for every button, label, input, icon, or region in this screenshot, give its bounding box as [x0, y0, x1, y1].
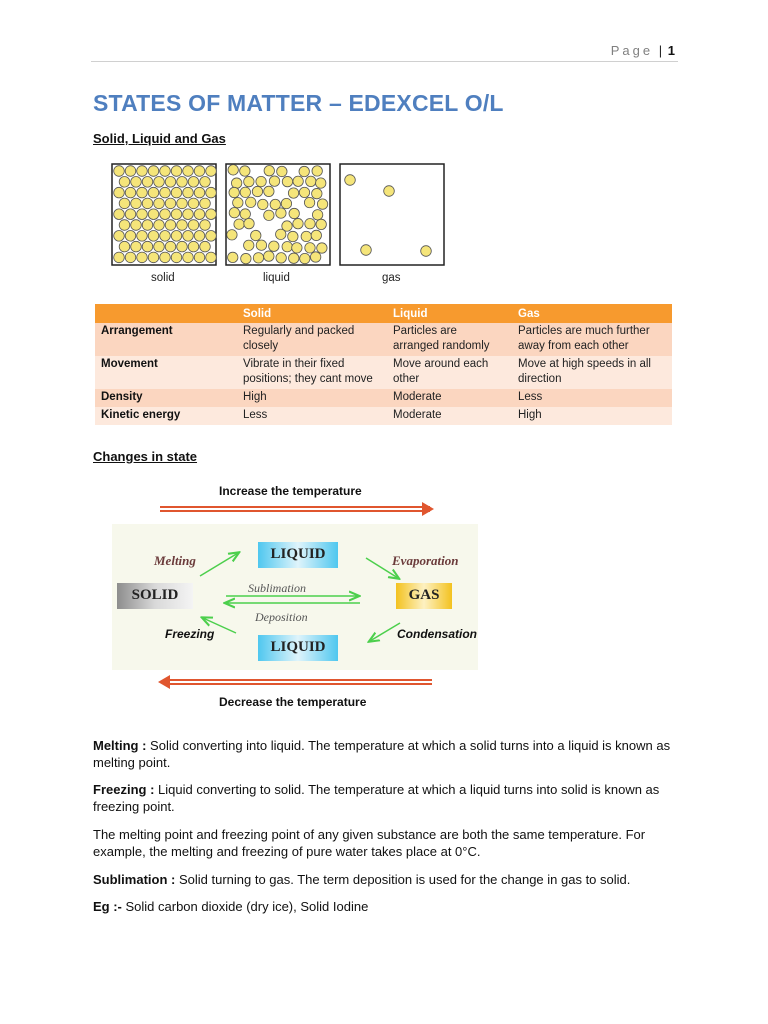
deposition-label: Deposition: [255, 610, 308, 624]
melting-label: Melting: [154, 553, 196, 568]
liquid-particle: [269, 241, 279, 251]
liquid-particle: [264, 186, 274, 196]
page-separator: |: [658, 43, 663, 58]
solid-particle: [200, 241, 211, 252]
liquid-particle: [276, 253, 286, 263]
solid-particle: [194, 231, 205, 242]
example-term: Eg :-: [93, 899, 122, 914]
liquid-particle: [253, 253, 263, 263]
freezing-label: Freezing: [165, 627, 215, 641]
liquid-particle: [244, 176, 254, 186]
table-row: [95, 323, 672, 356]
liquid-particle: [240, 209, 250, 219]
row-label: Movement: [95, 356, 237, 389]
liquid-particle: [241, 253, 251, 263]
solid-particle: [142, 198, 153, 209]
solid-particle: [200, 220, 211, 231]
liquid-particle: [229, 187, 239, 197]
cell-solid: Vibrate in their fixed positions; they cant move: [237, 356, 387, 389]
liquid-particle: [282, 241, 292, 251]
row-label: Density: [95, 389, 237, 407]
solid-particle: [119, 220, 130, 231]
solid-particle: [142, 241, 153, 252]
solid-particle: [160, 166, 171, 177]
liquid-particle: [316, 219, 326, 229]
solid-particle: [188, 198, 199, 209]
liquid-particle: [264, 166, 274, 176]
liquid-particle: [264, 210, 274, 220]
cell-solid: Regularly and packed closely: [237, 323, 387, 356]
sublimation-text: Solid turning to gas. The term deposition is used for the change in gas to solid.: [175, 872, 631, 887]
solid-particle: [137, 166, 148, 177]
liquid-particle: [281, 198, 291, 208]
solid-particle: [131, 198, 142, 209]
solid-particle: [183, 209, 194, 220]
solid-particle: [171, 252, 182, 263]
solid-particle: [137, 187, 148, 198]
solid-particle: [194, 209, 205, 220]
page-number: [611, 43, 675, 58]
table-header-empty: [95, 304, 237, 323]
solid-particle: [114, 252, 125, 263]
solid-particle: [142, 220, 153, 231]
melting-paragraph: [93, 737, 683, 771]
particles-figure: [111, 163, 447, 291]
liquid-label: liquid: [263, 272, 290, 284]
liquid-particle: [258, 199, 268, 209]
freezing-text: Liquid converting to solid. The temperature at which a liquid turns into solid is known as freezing point.: [93, 782, 660, 814]
liquid-particle: [277, 166, 287, 176]
solid-particle: [148, 166, 159, 177]
liquid-particle: [310, 252, 320, 262]
liquid-particle: [256, 240, 266, 250]
liquid-particle: [289, 208, 299, 218]
solid-particle: [160, 231, 171, 242]
solid-label: solid: [151, 272, 175, 284]
solid-particle: [177, 220, 188, 231]
solid-particle: [148, 187, 159, 198]
solid-particle: [177, 241, 188, 252]
page-word: Page: [610, 43, 654, 58]
increase-temperature-label: Increase the temperature: [219, 484, 362, 498]
table-row: [95, 389, 672, 407]
liquid-particle: [234, 219, 244, 229]
liquid-particle: [305, 243, 315, 253]
liquid-particle: [317, 243, 327, 253]
liquid-particle: [264, 251, 274, 261]
liquid-particle: [299, 166, 309, 176]
liquid-particle: [317, 199, 327, 209]
solid-particle: [171, 166, 182, 177]
solid-particle: [194, 187, 205, 198]
sublimation-paragraph: [93, 871, 683, 888]
liquid-particle: [301, 231, 311, 241]
liquid-state-box-bottom: LIQUID: [270, 639, 326, 655]
solid-state-box: SOLID: [131, 587, 179, 603]
row-label: Kinetic energy: [95, 407, 237, 425]
liquid-particle: [311, 230, 321, 240]
liquid-particle: [276, 229, 286, 239]
solid-particle: [206, 252, 217, 263]
solid-particle: [165, 220, 176, 231]
solid-particle: [125, 231, 136, 242]
condensation-label: Condensation: [397, 627, 477, 641]
freezing-paragraph: [93, 781, 683, 815]
liquid-particle: [228, 165, 238, 175]
liquid-particle: [256, 176, 266, 186]
solid-particle: [165, 241, 176, 252]
gas-label: gas: [382, 272, 401, 284]
solid-particle: [119, 241, 130, 252]
example-text: Solid carbon dioxide (dry ice), Solid Iodine: [121, 899, 369, 914]
solid-particle: [171, 187, 182, 198]
liquid-particle: [292, 243, 302, 253]
table-row: [95, 407, 672, 425]
liquid-particle: [312, 166, 322, 176]
example-paragraph: [93, 898, 683, 915]
solid-particle: [177, 198, 188, 209]
solid-particle: [154, 198, 165, 209]
solid-particle: [125, 252, 136, 263]
document-title: STATES OF MATTER – EDEXCEL O/L: [93, 90, 504, 116]
cell-solid: Less: [237, 407, 387, 425]
same-temperature-paragraph: [93, 826, 683, 860]
liquid-particle: [289, 253, 299, 263]
solid-particle: [206, 209, 217, 220]
solid-particle: [206, 231, 217, 242]
evaporation-label: Evaporation: [392, 553, 459, 568]
liquid-particle: [305, 218, 315, 228]
solid-particle: [188, 177, 199, 188]
solid-particle: [119, 177, 130, 188]
liquid-particle: [244, 240, 254, 250]
liquid-particle: [293, 176, 303, 186]
same-temperature-text: The melting point and freezing point of any given substance are both the same temperature. For example, the melting and freezing of pure water takes place at 0°C.: [93, 827, 646, 859]
liquid-particle: [228, 252, 238, 262]
solid-particle: [206, 166, 217, 177]
melting-text: Solid converting into liquid. The temperature at which a solid turns into a liquid is known as melting point.: [93, 738, 671, 770]
table-row: [95, 356, 672, 389]
liquid-particle: [240, 187, 250, 197]
melting-term: Melting :: [93, 738, 147, 753]
solid-particle: [194, 166, 205, 177]
gas-particle: [384, 186, 395, 197]
liquid-particle: [233, 197, 243, 207]
liquid-particle: [269, 176, 279, 186]
gas-state-box: GAS: [408, 587, 440, 603]
solid-particle: [125, 187, 136, 198]
states-table: [95, 304, 672, 425]
solid-particle: [119, 198, 130, 209]
solid-particle: [171, 231, 182, 242]
solid-particle: [183, 166, 194, 177]
section-heading-changes: Changes in state: [93, 449, 198, 464]
solid-particle: [200, 177, 211, 188]
gas-particle: [345, 175, 356, 186]
solid-particle: [160, 252, 171, 263]
liquid-particle: [240, 166, 250, 176]
cell-liquid: Moderate: [387, 407, 512, 425]
cell-solid: High: [237, 389, 387, 407]
liquid-particle: [231, 178, 241, 188]
cell-gas: Move at high speeds in all direction: [512, 356, 672, 389]
solid-particle: [125, 209, 136, 220]
liquid-particle: [316, 178, 326, 188]
solid-particle: [142, 177, 153, 188]
solid-particle: [183, 187, 194, 198]
solid-particle: [148, 209, 159, 220]
liquid-state-box-top: LIQUID: [270, 546, 326, 562]
solid-particle: [114, 231, 125, 242]
cell-liquid: Particles are arranged randomly: [387, 323, 512, 356]
liquid-particle: [288, 188, 298, 198]
cell-gas: Less: [512, 389, 672, 407]
gas-particle: [421, 246, 432, 257]
liquid-particle: [252, 186, 262, 196]
decrease-temperature-label: Decrease the temperature: [219, 695, 367, 709]
section-heading-states: Solid, Liquid and Gas: [93, 131, 226, 146]
solid-particle: [114, 187, 125, 198]
solid-particle: [131, 220, 142, 231]
cell-liquid: Move around each other: [387, 356, 512, 389]
table-header-liquid: Liquid: [387, 304, 512, 323]
liquid-particle: [293, 218, 303, 228]
liquid-particle: [306, 176, 316, 186]
liquid-particle: [299, 187, 309, 197]
solid-particle: [183, 252, 194, 263]
sublimation-term: Sublimation :: [93, 872, 176, 887]
liquid-particle: [246, 197, 256, 207]
solid-particle: [148, 252, 159, 263]
solid-particle: [183, 231, 194, 242]
solid-particle: [148, 231, 159, 242]
solid-particle: [137, 252, 148, 263]
solid-particle: [200, 198, 211, 209]
cell-gas: High: [512, 407, 672, 425]
liquid-particle: [282, 176, 292, 186]
liquid-particle: [276, 208, 286, 218]
liquid-particle: [229, 208, 239, 218]
changes-of-state-diagram: [108, 478, 488, 718]
gas-particle: [361, 245, 372, 256]
solid-particle: [154, 177, 165, 188]
liquid-particle: [312, 188, 322, 198]
freezing-term: Freezing :: [93, 782, 155, 797]
liquid-particle: [304, 197, 314, 207]
liquid-particle: [300, 253, 310, 263]
header-rule: [91, 61, 678, 62]
solid-particle: [114, 166, 125, 177]
table-header-gas: Gas: [512, 304, 672, 323]
solid-particle: [188, 241, 199, 252]
solid-particle: [131, 241, 142, 252]
table-header-solid: Solid: [237, 304, 387, 323]
cell-gas: Particles are much further away from each other: [512, 323, 672, 356]
liquid-particle: [244, 218, 254, 228]
row-label: Arrangement: [95, 323, 237, 356]
solid-particle: [160, 209, 171, 220]
solid-particle: [137, 231, 148, 242]
solid-particle: [160, 187, 171, 198]
solid-particle: [125, 166, 136, 177]
solid-particle: [165, 198, 176, 209]
sublimation-label: Sublimation: [248, 581, 307, 595]
solid-particle: [171, 209, 182, 220]
cell-liquid: Moderate: [387, 389, 512, 407]
solid-particle: [188, 220, 199, 231]
solid-particle: [137, 209, 148, 220]
solid-particle: [154, 241, 165, 252]
solid-particle: [177, 177, 188, 188]
solid-particle: [206, 187, 217, 198]
liquid-particle: [312, 210, 322, 220]
liquid-particle: [288, 231, 298, 241]
solid-particle: [131, 177, 142, 188]
solid-particle: [194, 252, 205, 263]
solid-particle: [114, 209, 125, 220]
liquid-particle: [227, 230, 237, 240]
solid-particle: [154, 220, 165, 231]
particles-drawing: [111, 163, 447, 273]
liquid-particle: [251, 230, 261, 240]
page-number-value: 1: [667, 43, 675, 58]
table-header-row: [95, 304, 672, 323]
solid-particle: [165, 177, 176, 188]
